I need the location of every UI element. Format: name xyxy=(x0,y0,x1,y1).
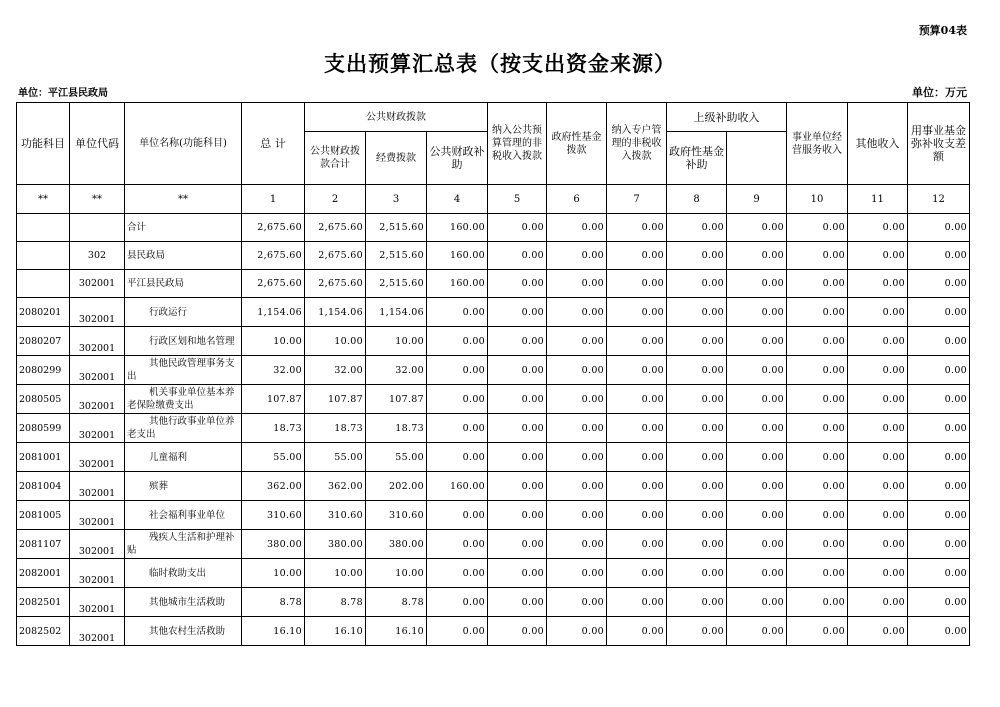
header-func-subject: 功能科目 xyxy=(17,103,70,185)
amount-cell: 16.10 xyxy=(305,617,366,646)
unit-name-cell: 县民政局 xyxy=(125,242,242,270)
amount-cell: 18.73 xyxy=(242,414,305,443)
amount-cell: 0.00 xyxy=(607,356,667,385)
amount-cell: 0.00 xyxy=(488,270,547,298)
unit-name-cell: 社会福利事业单位 xyxy=(125,501,242,530)
func-subject-cell xyxy=(17,214,70,242)
func-subject-cell: 2080599 xyxy=(17,414,70,443)
amount-cell: 0.00 xyxy=(547,501,607,530)
amount-cell: 0.00 xyxy=(727,530,787,559)
amount-cell: 380.00 xyxy=(242,530,305,559)
amount-cell: 0.00 xyxy=(908,327,970,356)
table-row xyxy=(17,242,970,270)
amount-cell: 0.00 xyxy=(488,327,547,356)
amount-cell: 0.00 xyxy=(848,472,908,501)
amount-cell: 0.00 xyxy=(727,414,787,443)
column-index-cell: 7 xyxy=(607,185,667,214)
amount-cell: 0.00 xyxy=(488,501,547,530)
amount-cell: 0.00 xyxy=(667,242,727,270)
amount-cell: 32.00 xyxy=(366,356,427,385)
amount-cell: 0.00 xyxy=(787,242,848,270)
amount-cell: 160.00 xyxy=(427,214,488,242)
func-subject-cell xyxy=(17,242,70,270)
amount-cell: 1,154.06 xyxy=(366,298,427,327)
amount-cell: 0.00 xyxy=(727,559,787,588)
column-index-cell: 9 xyxy=(727,185,787,214)
header-total: 总 计 xyxy=(242,103,305,185)
unit-code-cell: 302001 xyxy=(70,501,125,530)
column-index-cell: 12 xyxy=(908,185,970,214)
amount-cell: 0.00 xyxy=(488,588,547,617)
amount-cell: 0.00 xyxy=(488,298,547,327)
unit-code-cell: 302001 xyxy=(70,530,125,559)
amount-cell: 0.00 xyxy=(607,443,667,472)
amount-cell: 0.00 xyxy=(727,327,787,356)
amount-cell: 0.00 xyxy=(547,214,607,242)
table-row xyxy=(17,559,970,588)
header-gov-fund: 政府性基金拨款 xyxy=(547,103,607,185)
amount-cell: 0.00 xyxy=(848,414,908,443)
amount-cell: 160.00 xyxy=(427,242,488,270)
amount-cell: 0.00 xyxy=(848,530,908,559)
func-subject-cell xyxy=(17,270,70,298)
amount-cell: 0.00 xyxy=(908,214,970,242)
column-index-cell: 5 xyxy=(488,185,547,214)
amount-cell: 0.00 xyxy=(908,385,970,414)
header-public-fiscal: 公共财政拨款 xyxy=(305,103,488,132)
header-public-fiscal-total: 公共财政拨款合计 xyxy=(305,132,366,185)
table-row xyxy=(17,327,970,356)
header-special-nontax: 纳入专户管理的非税收入拨款 xyxy=(607,103,667,185)
amount-cell: 0.00 xyxy=(667,385,727,414)
unit-name-cell: 其他行政事业单位养老支出 xyxy=(125,414,242,443)
amount-cell: 0.00 xyxy=(667,588,727,617)
amount-cell: 0.00 xyxy=(667,472,727,501)
table-row xyxy=(17,501,970,530)
amount-cell: 0.00 xyxy=(607,242,667,270)
column-index-cell: 4 xyxy=(427,185,488,214)
amount-cell: 2,675.60 xyxy=(305,270,366,298)
unit-code-cell: 302001 xyxy=(70,559,125,588)
amount-cell: 380.00 xyxy=(366,530,427,559)
amount-cell: 55.00 xyxy=(242,443,305,472)
amount-cell: 0.00 xyxy=(727,588,787,617)
header-expense-alloc: 经费拨款 xyxy=(366,132,427,185)
header-gov-fund-subsidy: 政府性基金补助 xyxy=(667,132,727,185)
amount-cell: 0.00 xyxy=(667,443,727,472)
budget-summary-table xyxy=(16,102,970,646)
unit-name-cell: 平江县民政局 xyxy=(125,270,242,298)
amount-cell: 0.00 xyxy=(727,270,787,298)
amount-cell: 0.00 xyxy=(427,298,488,327)
amount-cell: 160.00 xyxy=(427,472,488,501)
amount-cell: 55.00 xyxy=(366,443,427,472)
amount-cell: 2,675.60 xyxy=(242,242,305,270)
amount-cell: 0.00 xyxy=(667,617,727,646)
func-subject-cell: 2081001 xyxy=(17,443,70,472)
header-public-fiscal-subsidy: 公共财政补助 xyxy=(427,132,488,185)
unit-name-cell: 残疾人生活和护理补贴 xyxy=(125,530,242,559)
amount-cell: 0.00 xyxy=(667,414,727,443)
amount-cell: 0.00 xyxy=(607,501,667,530)
amount-cell: 0.00 xyxy=(667,298,727,327)
column-index-cell: 2 xyxy=(305,185,366,214)
amount-cell: 0.00 xyxy=(727,472,787,501)
amount-cell: 0.00 xyxy=(667,356,727,385)
amount-cell: 0.00 xyxy=(427,588,488,617)
amount-cell: 0.00 xyxy=(908,472,970,501)
amount-cell: 0.00 xyxy=(727,214,787,242)
amount-cell: 0.00 xyxy=(667,327,727,356)
unit-code-cell: 302001 xyxy=(70,385,125,414)
unit-code-cell: 302001 xyxy=(70,472,125,501)
unit-name-cell: 儿童福利 xyxy=(125,443,242,472)
unit-name-cell: 行政运行 xyxy=(125,298,242,327)
unit-name-cell: 行政区划和地名管理 xyxy=(125,327,242,356)
amount-cell: 8.78 xyxy=(305,588,366,617)
column-index-cell: 10 xyxy=(787,185,848,214)
amount-cell: 160.00 xyxy=(427,270,488,298)
column-index-cell: ** xyxy=(125,185,242,214)
amount-cell: 0.00 xyxy=(607,617,667,646)
amount-cell: 18.73 xyxy=(305,414,366,443)
amount-cell: 0.00 xyxy=(607,385,667,414)
amount-cell: 2,515.60 xyxy=(366,214,427,242)
table-row xyxy=(17,356,970,385)
amount-cell: 0.00 xyxy=(908,298,970,327)
amount-cell: 0.00 xyxy=(908,617,970,646)
amount-cell: 107.87 xyxy=(305,385,366,414)
amount-cell: 0.00 xyxy=(667,559,727,588)
amount-cell: 0.00 xyxy=(787,559,848,588)
header-nontax-income: 纳入公共预算管理的非税收入拨款 xyxy=(488,103,547,185)
amount-cell: 0.00 xyxy=(547,530,607,559)
amount-cell: 0.00 xyxy=(727,298,787,327)
amount-cell: 0.00 xyxy=(488,443,547,472)
amount-cell: 0.00 xyxy=(908,270,970,298)
column-index-cell: 11 xyxy=(848,185,908,214)
func-subject-cell: 2080505 xyxy=(17,385,70,414)
unit-name-cell: 其他民政管理事务支出 xyxy=(125,356,242,385)
amount-cell: 0.00 xyxy=(427,617,488,646)
amount-cell: 0.00 xyxy=(547,414,607,443)
amount-cell: 16.10 xyxy=(366,617,427,646)
amount-cell: 0.00 xyxy=(427,559,488,588)
amount-cell: 10.00 xyxy=(242,327,305,356)
amount-cell: 0.00 xyxy=(488,414,547,443)
amount-cell: 310.60 xyxy=(305,501,366,530)
amount-cell: 0.00 xyxy=(848,214,908,242)
amount-cell: 0.00 xyxy=(848,385,908,414)
column-index-cell: ** xyxy=(17,185,70,214)
amount-cell: 0.00 xyxy=(787,443,848,472)
unit-code-cell: 302 xyxy=(70,242,125,270)
amount-cell: 362.00 xyxy=(242,472,305,501)
header-unit-name: 单位名称(功能科目) xyxy=(125,103,242,185)
func-subject-cell: 2082001 xyxy=(17,559,70,588)
amount-cell: 1,154.06 xyxy=(305,298,366,327)
table-row xyxy=(17,443,970,472)
header-fund-balance: 用事业基金弥补收支差额 xyxy=(908,103,970,185)
table-row xyxy=(17,414,970,443)
func-subject-cell: 2081107 xyxy=(17,530,70,559)
table-body xyxy=(17,214,970,646)
unit-name-cell: 机关事业单位基本养老保险缴费支出 xyxy=(125,385,242,414)
amount-cell: 0.00 xyxy=(547,617,607,646)
amount-cell: 0.00 xyxy=(848,588,908,617)
amount-cell: 0.00 xyxy=(787,270,848,298)
column-index-cell: 3 xyxy=(366,185,427,214)
amount-cell: 0.00 xyxy=(667,501,727,530)
column-index-cell: 6 xyxy=(547,185,607,214)
amount-cell: 0.00 xyxy=(848,559,908,588)
amount-cell: 0.00 xyxy=(427,356,488,385)
amount-cell: 0.00 xyxy=(488,242,547,270)
unit-code-cell: 302001 xyxy=(70,356,125,385)
amount-cell: 0.00 xyxy=(787,327,848,356)
amount-cell: 202.00 xyxy=(366,472,427,501)
amount-cell: 0.00 xyxy=(488,356,547,385)
amount-cell: 0.00 xyxy=(547,242,607,270)
table-row xyxy=(17,530,970,559)
func-subject-cell: 2081004 xyxy=(17,472,70,501)
amount-cell: 0.00 xyxy=(848,327,908,356)
amount-cell: 2,675.60 xyxy=(242,270,305,298)
unit-code-cell: 302001 xyxy=(70,298,125,327)
amount-cell: 2,675.60 xyxy=(305,242,366,270)
amount-cell: 0.00 xyxy=(607,472,667,501)
header-superior-subsidy: 上级补助收入 xyxy=(667,103,787,132)
unit-name-cell: 合计 xyxy=(125,214,242,242)
amount-cell: 0.00 xyxy=(787,298,848,327)
header-other-income: 其他收入 xyxy=(848,103,908,185)
amount-cell: 0.00 xyxy=(787,214,848,242)
amount-cell: 10.00 xyxy=(366,559,427,588)
amount-cell: 0.00 xyxy=(488,617,547,646)
amount-cell: 0.00 xyxy=(488,472,547,501)
amount-cell: 0.00 xyxy=(547,327,607,356)
header-business-income: 事业单位经营服务收入 xyxy=(787,103,848,185)
amount-cell: 8.78 xyxy=(242,588,305,617)
amount-cell: 0.00 xyxy=(427,385,488,414)
amount-cell: 0.00 xyxy=(488,385,547,414)
amount-cell: 0.00 xyxy=(488,559,547,588)
column-index-cell: 8 xyxy=(667,185,727,214)
table-row xyxy=(17,617,970,646)
amount-cell: 0.00 xyxy=(667,214,727,242)
amount-cell: 32.00 xyxy=(242,356,305,385)
table-row xyxy=(17,270,970,298)
amount-cell: 0.00 xyxy=(607,530,667,559)
amount-cell: 0.00 xyxy=(787,588,848,617)
amount-cell: 0.00 xyxy=(848,443,908,472)
table-row xyxy=(17,472,970,501)
amount-cell: 0.00 xyxy=(607,298,667,327)
amount-cell: 0.00 xyxy=(787,414,848,443)
amount-cell: 0.00 xyxy=(727,501,787,530)
amount-cell: 0.00 xyxy=(607,414,667,443)
amount-cell: 0.00 xyxy=(787,356,848,385)
amount-cell: 0.00 xyxy=(667,530,727,559)
amount-cell: 0.00 xyxy=(787,472,848,501)
header-unit-code: 单位代码 xyxy=(70,103,125,185)
amount-cell: 10.00 xyxy=(305,327,366,356)
amount-cell: 0.00 xyxy=(607,327,667,356)
unit-code-cell: 302001 xyxy=(70,414,125,443)
amount-cell: 0.00 xyxy=(908,588,970,617)
amount-cell: 0.00 xyxy=(488,214,547,242)
amount-cell: 0.00 xyxy=(427,443,488,472)
amount-cell: 0.00 xyxy=(667,270,727,298)
amount-cell: 0.00 xyxy=(488,530,547,559)
amount-cell: 0.00 xyxy=(427,501,488,530)
amount-cell: 0.00 xyxy=(908,242,970,270)
amount-cell: 0.00 xyxy=(848,242,908,270)
amount-cell: 0.00 xyxy=(727,242,787,270)
amount-cell: 2,515.60 xyxy=(366,270,427,298)
unit-code-cell: 302001 xyxy=(70,588,125,617)
currency-unit-label: 单位：万元 xyxy=(912,86,967,99)
amount-cell: 0.00 xyxy=(547,356,607,385)
amount-cell: 32.00 xyxy=(305,356,366,385)
amount-cell: 8.78 xyxy=(366,588,427,617)
unit-code-cell: 302001 xyxy=(70,617,125,646)
amount-cell: 0.00 xyxy=(908,443,970,472)
amount-cell: 0.00 xyxy=(427,414,488,443)
amount-cell: 2,675.60 xyxy=(242,214,305,242)
func-subject-cell: 2082502 xyxy=(17,617,70,646)
amount-cell: 0.00 xyxy=(607,270,667,298)
amount-cell: 0.00 xyxy=(848,270,908,298)
amount-cell: 0.00 xyxy=(547,559,607,588)
amount-cell: 0.00 xyxy=(787,385,848,414)
amount-cell: 380.00 xyxy=(305,530,366,559)
func-subject-cell: 2082501 xyxy=(17,588,70,617)
amount-cell: 0.00 xyxy=(908,559,970,588)
unit-code-cell xyxy=(70,214,125,242)
amount-cell: 0.00 xyxy=(908,501,970,530)
amount-cell: 0.00 xyxy=(848,356,908,385)
unit-code-cell: 302001 xyxy=(70,270,125,298)
table-row xyxy=(17,298,970,327)
amount-cell: 0.00 xyxy=(607,214,667,242)
table-code: 预算04表 xyxy=(918,24,967,37)
amount-cell: 10.00 xyxy=(242,559,305,588)
amount-cell: 0.00 xyxy=(848,617,908,646)
amount-cell: 0.00 xyxy=(727,617,787,646)
table-row xyxy=(17,588,970,617)
amount-cell: 107.87 xyxy=(366,385,427,414)
amount-cell: 0.00 xyxy=(908,530,970,559)
func-subject-cell: 2080299 xyxy=(17,356,70,385)
amount-cell: 0.00 xyxy=(908,414,970,443)
page-title: 支出预算汇总表（按支出资金来源） xyxy=(324,51,676,76)
column-index-cell: 1 xyxy=(242,185,305,214)
amount-cell: 0.00 xyxy=(427,327,488,356)
amount-cell: 0.00 xyxy=(727,443,787,472)
amount-cell: 0.00 xyxy=(607,588,667,617)
amount-cell: 0.00 xyxy=(848,501,908,530)
amount-cell: 2,675.60 xyxy=(305,214,366,242)
amount-cell: 0.00 xyxy=(787,501,848,530)
unit-name-cell: 其他农村生活救助 xyxy=(125,617,242,646)
column-index-cell: ** xyxy=(70,185,125,214)
amount-cell: 1,154.06 xyxy=(242,298,305,327)
table-row xyxy=(17,214,970,242)
amount-cell: 0.00 xyxy=(848,298,908,327)
unit-code-cell: 302001 xyxy=(70,443,125,472)
func-subject-cell: 2081005 xyxy=(17,501,70,530)
amount-cell: 10.00 xyxy=(366,327,427,356)
amount-cell: 0.00 xyxy=(787,617,848,646)
unit-label: 单位：平江县民政局 xyxy=(18,88,108,99)
amount-cell: 0.00 xyxy=(547,385,607,414)
func-subject-cell: 2080201 xyxy=(17,298,70,327)
table-row xyxy=(17,385,970,414)
unit-name-cell: 临时救助支出 xyxy=(125,559,242,588)
unit-name-cell: 其他城市生活救助 xyxy=(125,588,242,617)
amount-cell: 0.00 xyxy=(787,530,848,559)
table-header xyxy=(17,103,970,214)
func-subject-cell: 2080207 xyxy=(17,327,70,356)
amount-cell: 0.00 xyxy=(547,472,607,501)
amount-cell: 10.00 xyxy=(305,559,366,588)
amount-cell: 55.00 xyxy=(305,443,366,472)
column-index-row xyxy=(17,185,970,214)
unit-code-cell: 302001 xyxy=(70,327,125,356)
amount-cell: 2,515.60 xyxy=(366,242,427,270)
amount-cell: 18.73 xyxy=(366,414,427,443)
amount-cell: 0.00 xyxy=(547,443,607,472)
amount-cell: 0.00 xyxy=(908,356,970,385)
amount-cell: 16.10 xyxy=(242,617,305,646)
amount-cell: 0.00 xyxy=(607,559,667,588)
amount-cell: 0.00 xyxy=(547,298,607,327)
amount-cell: 310.60 xyxy=(242,501,305,530)
amount-cell: 0.00 xyxy=(727,356,787,385)
amount-cell: 310.60 xyxy=(366,501,427,530)
amount-cell: 0.00 xyxy=(547,270,607,298)
amount-cell: 0.00 xyxy=(427,530,488,559)
amount-cell: 0.00 xyxy=(547,588,607,617)
unit-name-cell: 殡葬 xyxy=(125,472,242,501)
amount-cell: 362.00 xyxy=(305,472,366,501)
amount-cell: 0.00 xyxy=(727,385,787,414)
amount-cell: 107.87 xyxy=(242,385,305,414)
